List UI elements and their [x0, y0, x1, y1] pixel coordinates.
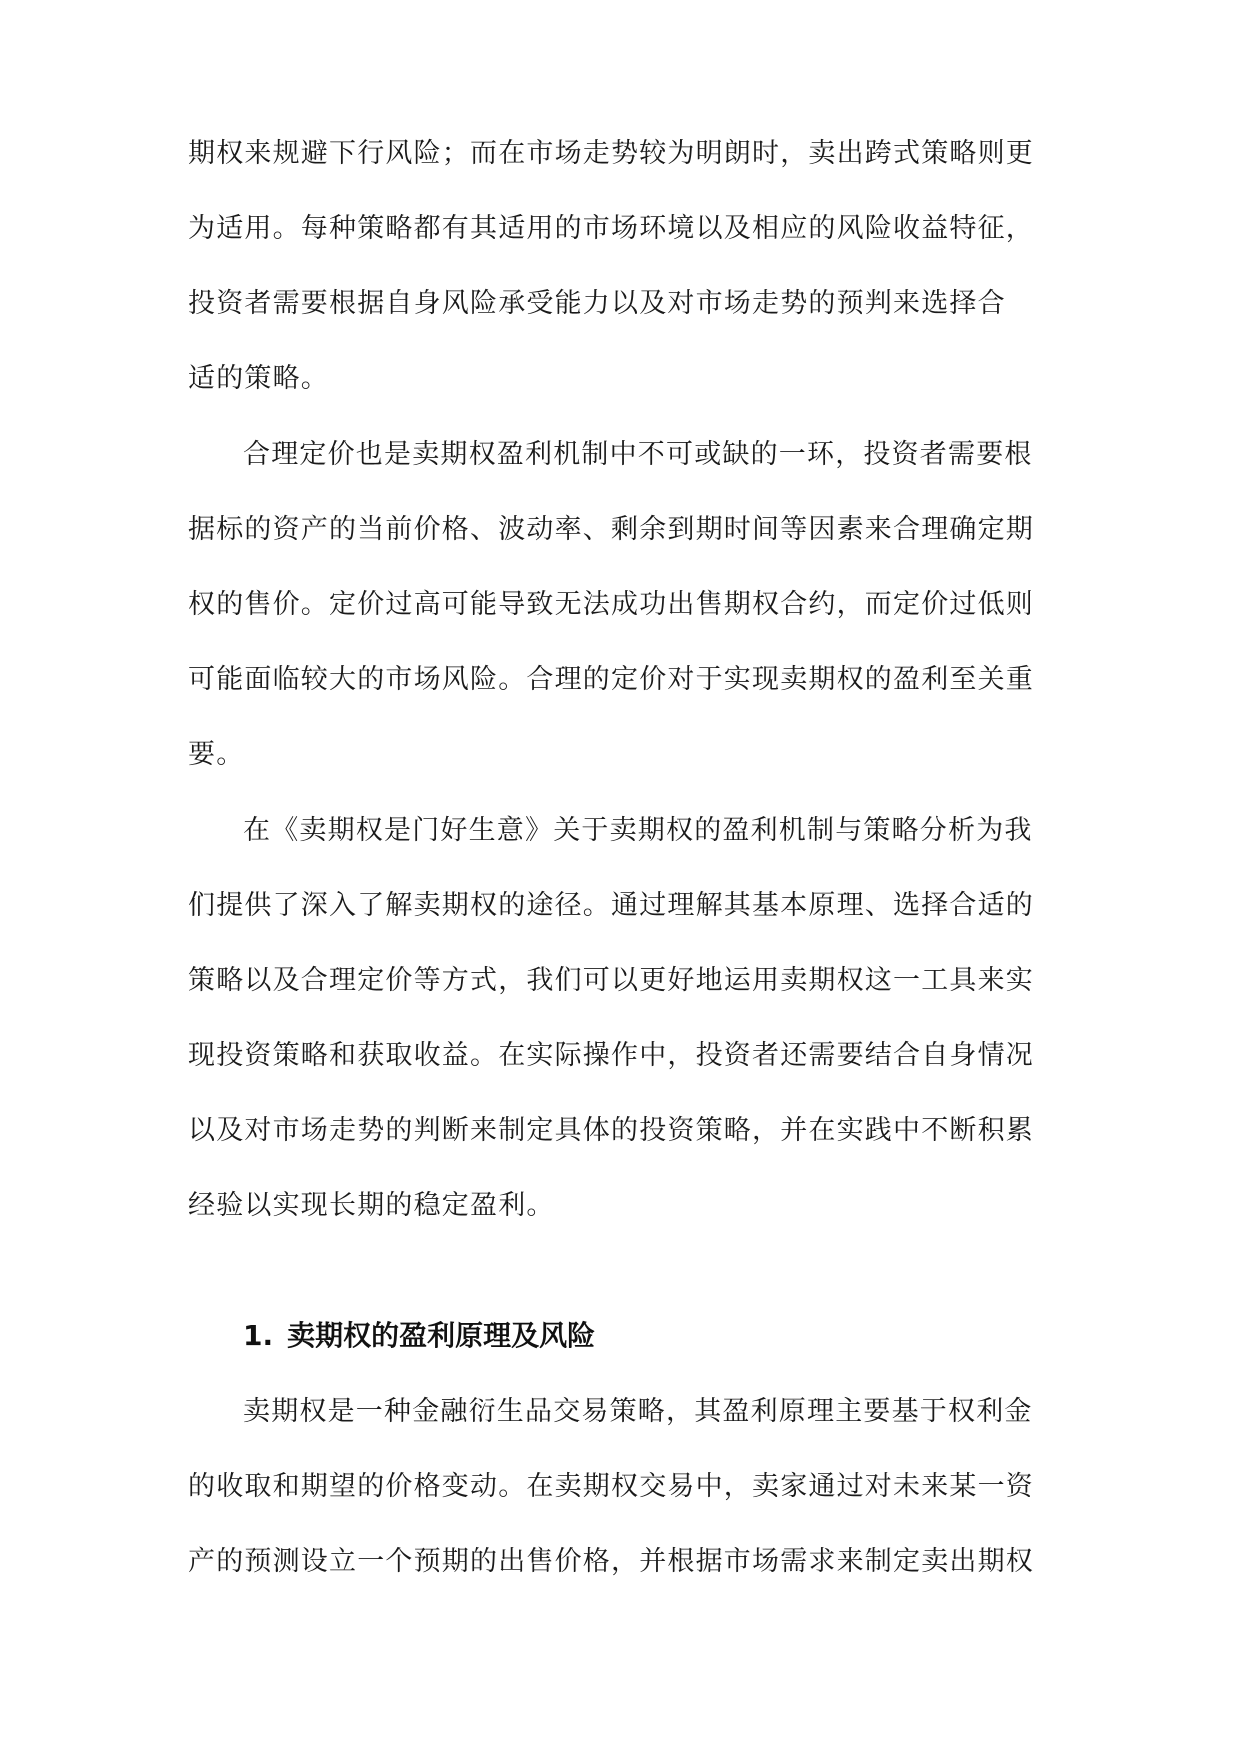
paragraph-1-line-4: 适的策略。: [188, 363, 329, 394]
section-heading: [243, 1316, 595, 1356]
paragraph-3-line-2: 们提供了深入了解卖期权的途径。通过理解其基本原理、选择合适的: [188, 890, 1034, 921]
paragraph-1-line-3: 投资者需要根据自身风险承受能力以及对市场走势的预判来选择合: [188, 288, 1006, 319]
paragraph-4-line-3: 产的预测设立一个预期的出售价格，并根据市场需求来制定卖出期权: [188, 1546, 1034, 1577]
paragraph-1-line-1: 期权来规避下行风险；而在市场走势较为明朗时，卖出跨式策略则更: [188, 138, 1034, 169]
paragraph-2-line-2: 据标的资产的当前价格、波动率、剩余到期时间等因素来合理确定期: [188, 514, 1034, 545]
paragraph-3-line-4: 现投资策略和获取收益。在实际操作中，投资者还需要结合自身情况: [188, 1040, 1034, 1071]
paragraph-3-line-3: 策略以及合理定价等方式，我们可以更好地运用卖期权这一工具来实: [188, 965, 1034, 996]
paragraph-4-line-2: 的收取和期望的价格变动。在卖期权交易中，卖家通过对未来某一资: [188, 1471, 1034, 1502]
section-heading-title: 卖期权的盈利原理及风险: [287, 1319, 596, 1352]
paragraph-3-line-1: 在《卖期权是门好生意》关于卖期权的盈利机制与策略分析为我: [243, 815, 1033, 846]
paragraph-3-line-6: 经验以实现长期的稳定盈利。: [188, 1190, 555, 1221]
paragraph-2-line-1: 合理定价也是卖期权盈利机制中不可或缺的一环，投资者需要根: [243, 439, 1033, 470]
paragraph-2-line-4: 可能面临较大的市场风险。合理的定价对于实现卖期权的盈利至关重: [188, 664, 1034, 695]
paragraph-2-line-3: 权的售价。定价过高可能导致无法成功出售期权合约，而定价过低则: [188, 589, 1034, 620]
paragraph-4-line-1: 卖期权是一种金融衍生品交易策略，其盈利原理主要基于权利金: [243, 1396, 1033, 1427]
paragraph-3-line-5: 以及对市场走势的判断来制定具体的投资策略，并在实践中不断积累: [188, 1115, 1034, 1146]
paragraph-1-line-2: 为适用。每种策略都有其适用的市场环境以及相应的风险收益特征，: [188, 213, 1034, 244]
paragraph-2-line-5: 要。: [188, 739, 245, 770]
section-heading-number: 1.: [243, 1319, 274, 1352]
